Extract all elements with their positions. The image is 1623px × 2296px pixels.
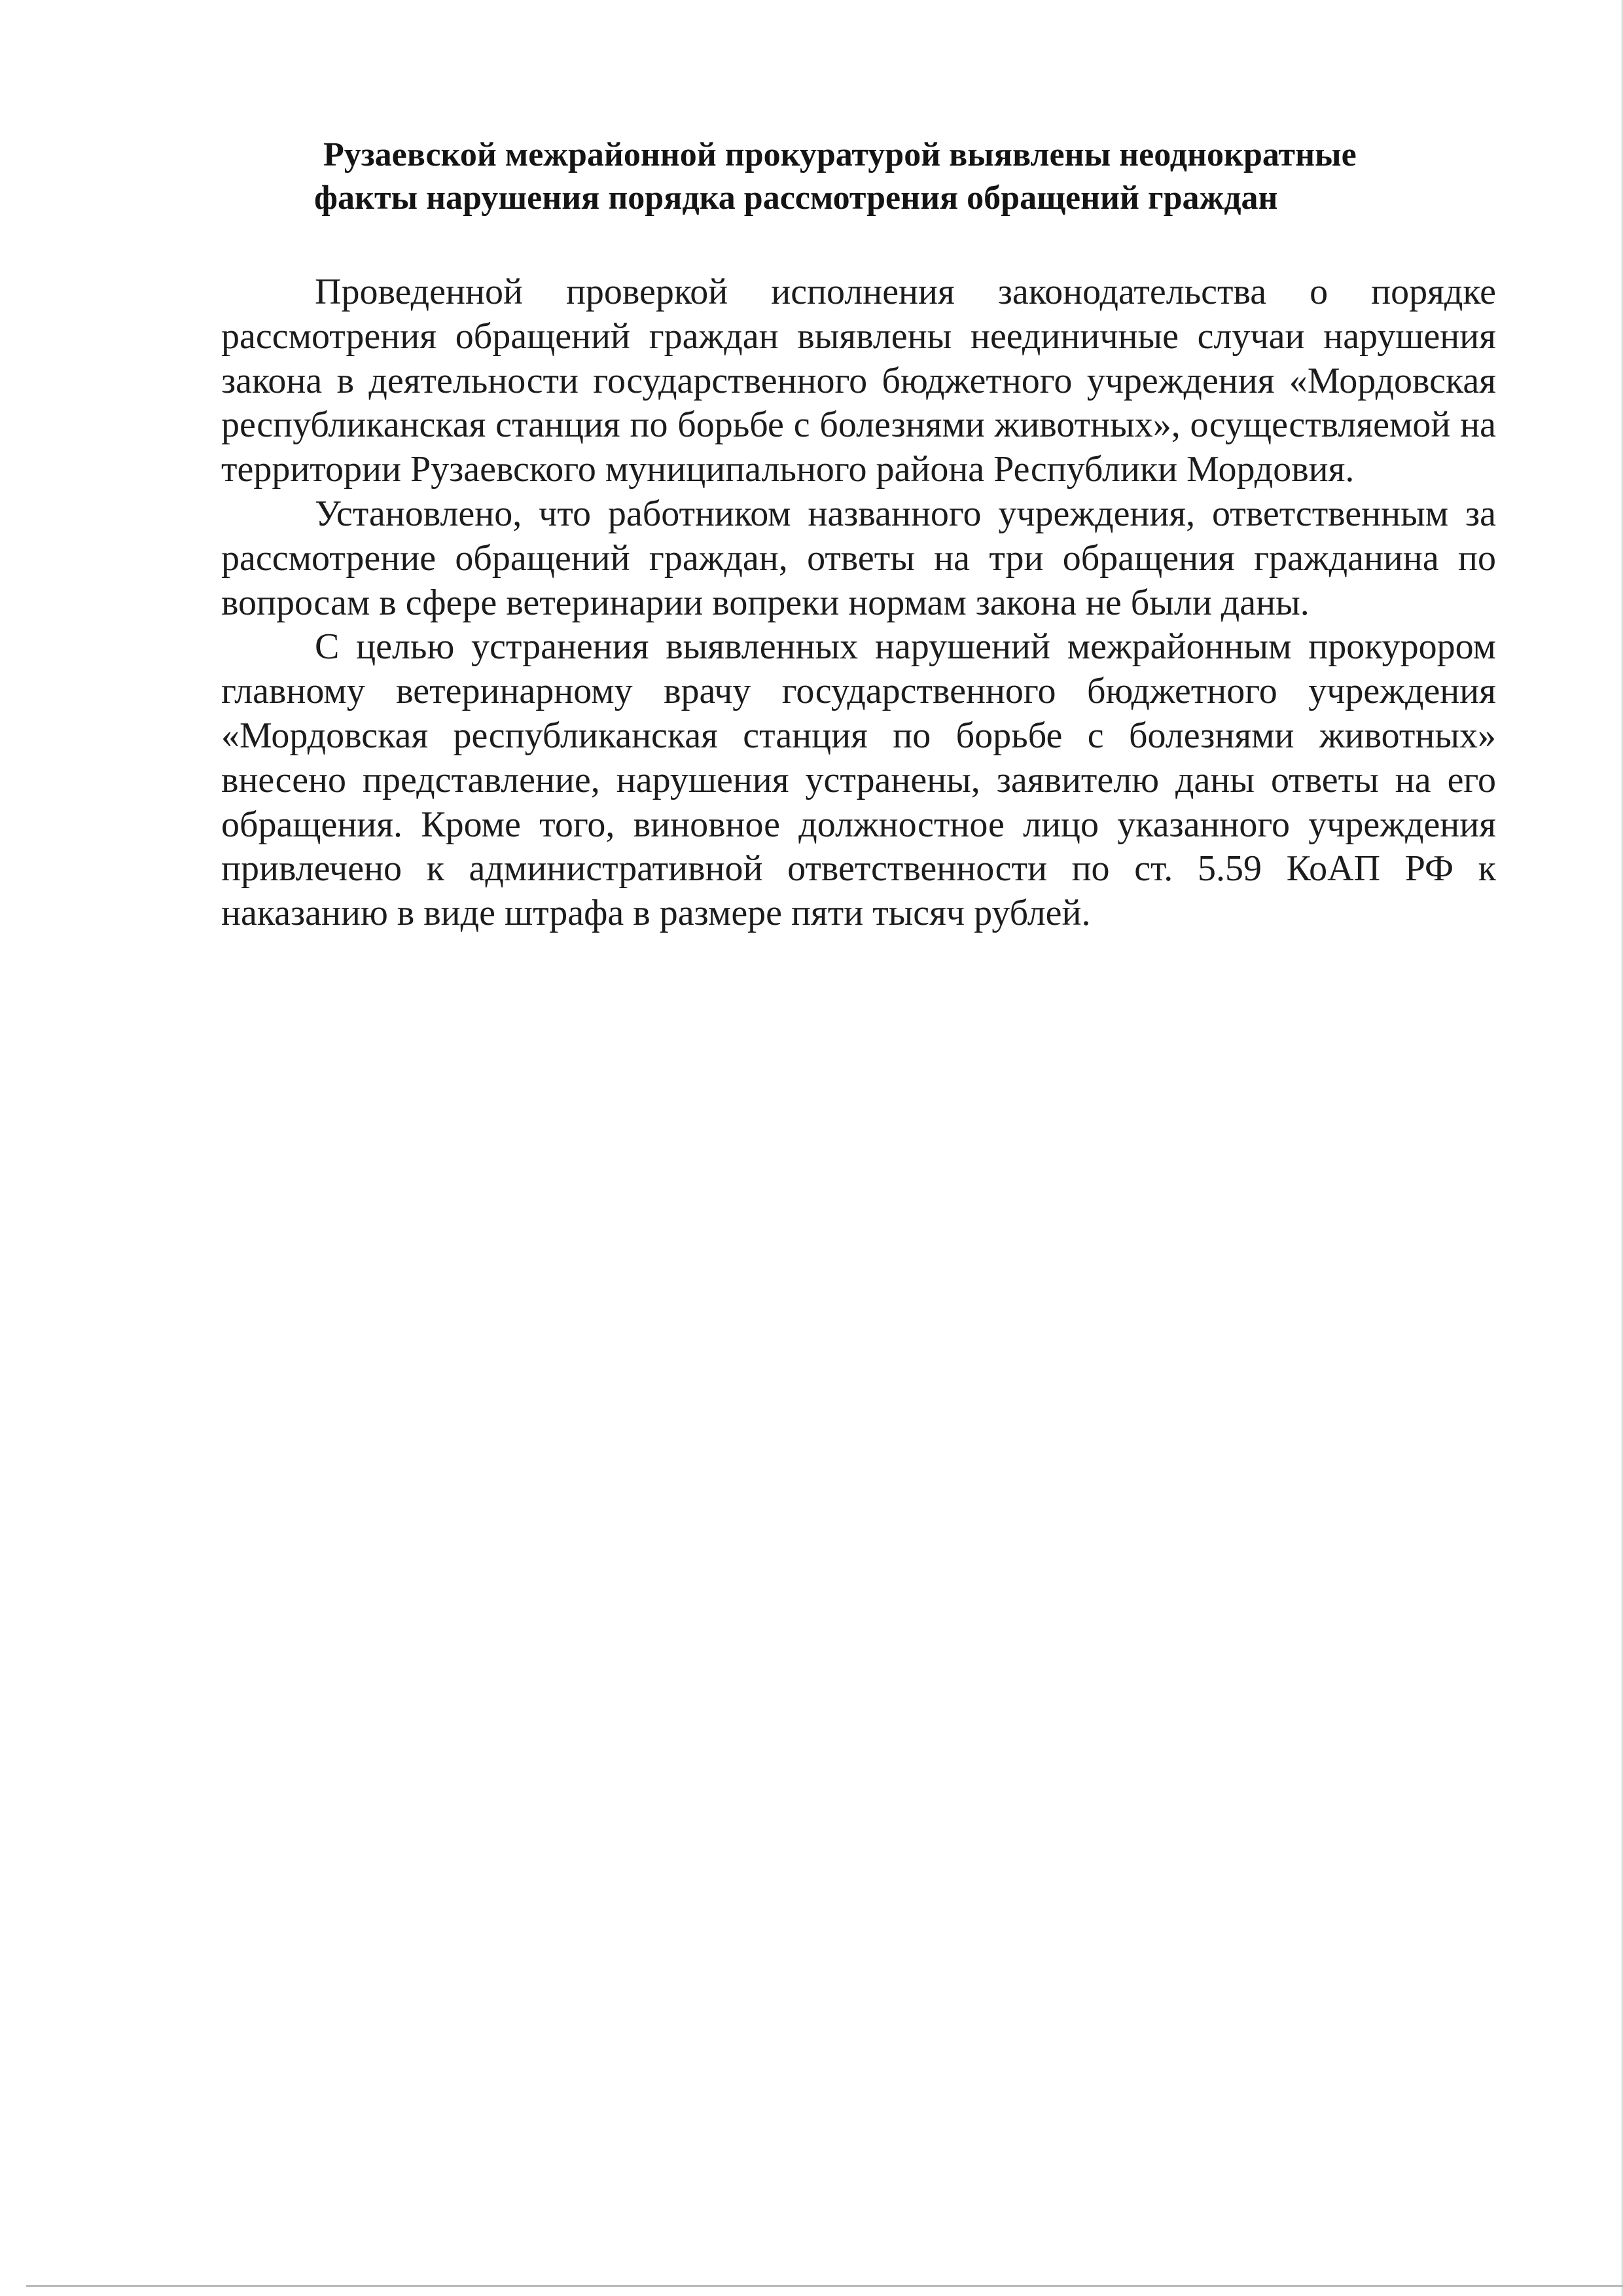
paragraph-established: Установлено, что работником названного учреждения, ответственным за рассмотрение обращений граждан, ответы на три обращения гражданина по вопросам в сфере ветеринарии вопреки нормам закона не были даны. — [221, 493, 1496, 623]
title-line-2: факты нарушения порядка рассмотрения обращений граждан — [314, 179, 1278, 217]
paragraph-measures: С целью устранения выявленных нарушений межрайонным прокурором главному ветеринарному врачу государственного бюджетного учреждения «Мордовская республиканская станция по борьбе с болезнями животных» внесено представление, нарушения устранены, заявителю даны ответы на его обращения. Кроме того, виновное должностное лицо указанного учреждения привлечено к административной ответственности по ст. 5.59 КоАП РФ к наказанию в виде штрафа в размере пяти тысяч рублей. — [221, 626, 1496, 934]
title-line-1: Рузаевской межрайонной прокуратурой выявлены неоднократные — [323, 136, 1357, 173]
paragraph-inspection: Проведенной проверкой исполнения законодательства о порядке рассмотрения обращений граждан выявлены неединичные случаи нарушения закона в деятельности государственного бюджетного учреждения «Мордовская республиканская станция по борьбе с болезнями животных», осуществляемой на территории Рузаевского муниципального района Республики Мордовия. — [221, 272, 1496, 490]
document-title — [223, 134, 1492, 220]
document-body — [221, 270, 1496, 936]
scan-edge-bottom — [26, 2285, 1623, 2287]
